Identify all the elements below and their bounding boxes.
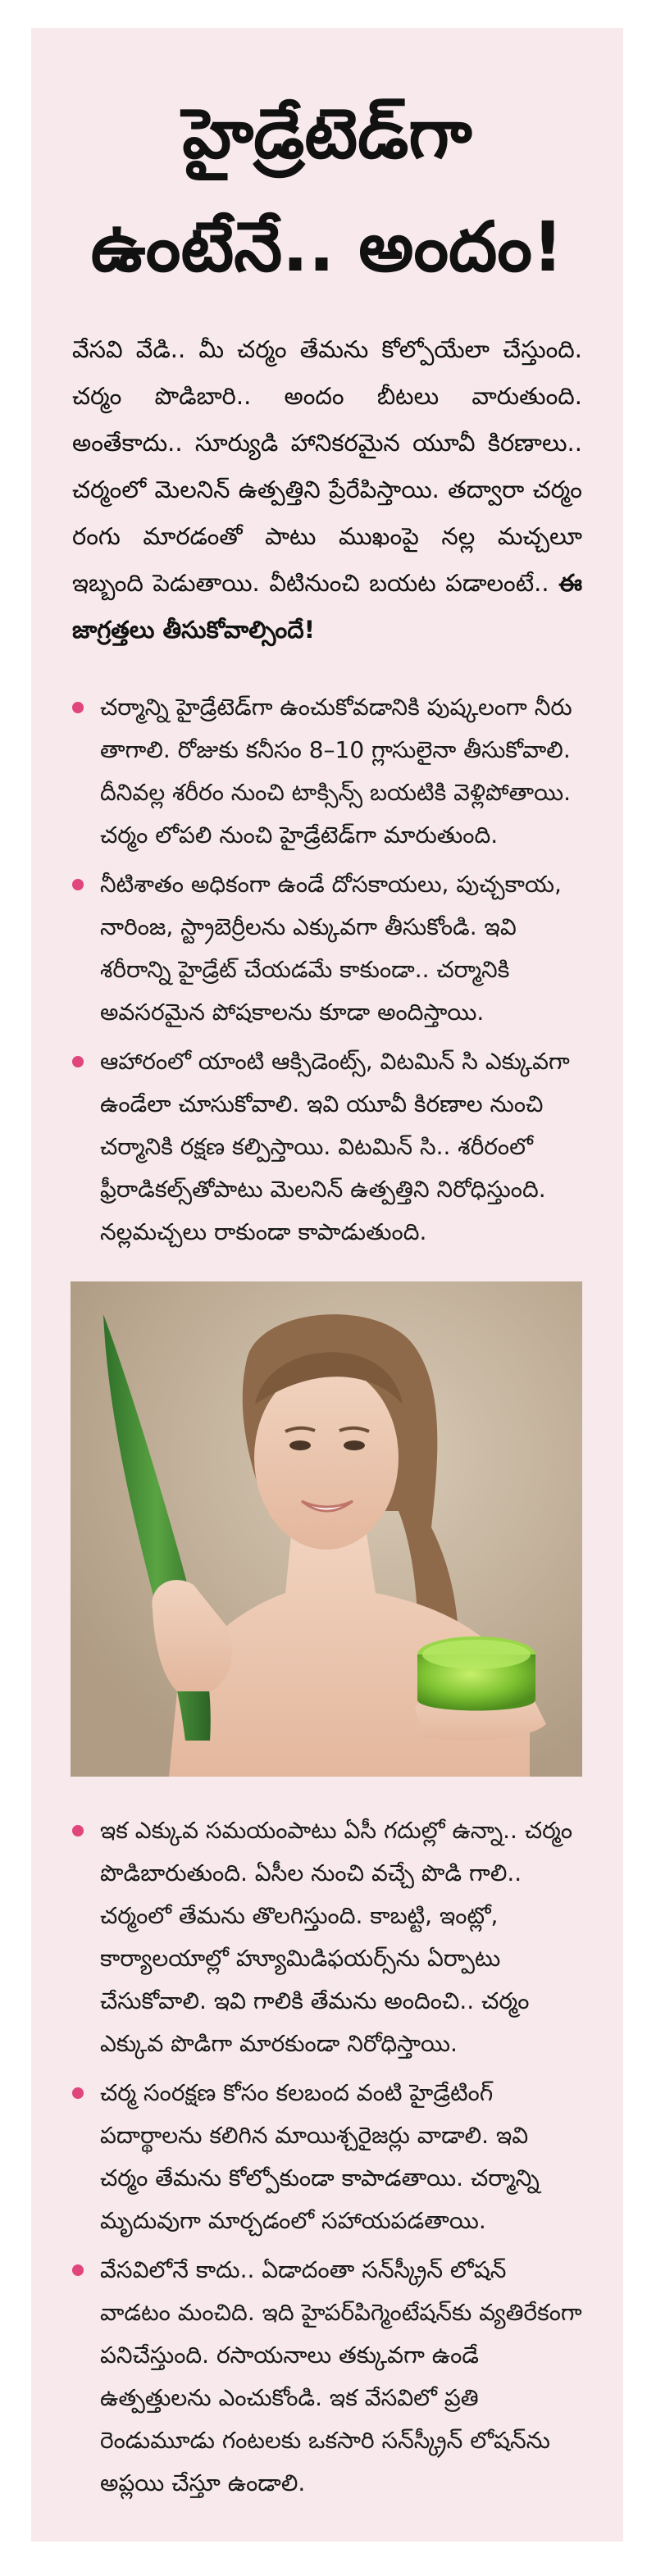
face-shape xyxy=(254,1366,399,1550)
bullet-dot-icon xyxy=(72,1056,84,1067)
bullet-dot-icon xyxy=(72,879,84,890)
tips-list-top xyxy=(72,686,582,1254)
tip-text: నీటిశాతం అధికంగా ఉండే దోసకాయలు, పుచ్చకాయ, నారింజ, స్ట్రాబెర్రీలను ఎక్కువగా తీసుకోండి. ఇవి శరీరాన్ని హైడ్రేట్ చేయడమే కాకుండా.. చర్మానికి అవసరమైన పోషకాలను కూడా అందిస్తాయి. xyxy=(100,871,562,1026)
tip-text: వేసవిలోనే కాదు.. ఏడాదంతా సన్‌స్క్రీన్ లోషన్ వాడటం మంచిది. ఇది హైపర్‌పిగ్మెంటేషన్‌కు వ్యతిరేకంగా పనిచేస్తుంది. రసాయనాలు తక్కువగా ఉండే ఉత్పత్తులను ఎంచుకోండి. ఇక వేసవిలో ప్రతి రెండుమూడు గంటలకు ఒకసారి సన్‌స్క్రీన్ లోషన్‌ను అప్లయి చేస్తూ ఉండాలి. xyxy=(100,2256,582,2496)
headline-line-2: ఉంటేనే.. అందం! xyxy=(90,207,564,287)
tip-item xyxy=(72,2072,582,2242)
tip-text: ఇక ఎక్కువ సమయంపాటు ఏసీ గదుల్లో ఉన్నా.. చర్మం పొడిబారుతుంది. ఏసీల నుంచి వచ్చే పొడి గాలి.. చర్మంలో తేమను తొలగిస్తుంది. కాబట్టి, ఇంట్లో, కార్యాలయాల్లో హ్యూమిడిఫయర్స్‌ను ఏర్పాటు చేసుకోవాలి. ఇవి గాలికి తేమను అందించి.. చర్మం ఎక్కువ పొడిగా మారకుండా నిరోధిస్తాయి. xyxy=(100,1817,573,2057)
right-eye-shape xyxy=(344,1440,365,1450)
bullet-dot-icon xyxy=(72,2087,84,2099)
intro-emphasis: ఈ జాగ్రత్తలు తీసుకోవాల్సిందే! xyxy=(72,569,583,644)
tips-list-bottom xyxy=(72,1809,582,2505)
woman-with-aloe-illustration xyxy=(71,1281,582,1777)
tip-item xyxy=(72,1040,582,1254)
bullet-dot-icon xyxy=(72,702,84,713)
aloe-vera-photo xyxy=(71,1281,582,1777)
tip-text: చర్మ సంరక్షణ కోసం కలబంద వంటి హైడ్రేటింగ్ పదార్థాలను కలిగిన మాయిశ్చరైజర్లు వాడాలి. ఇవి చర్మం తేమను కోల్పోకుండా కాపాడతాయి. చర్మాన్ని మృదువుగా మార్చడంలో సహాయపడతాయి. xyxy=(100,2079,540,2234)
gel-surface-shape xyxy=(422,1640,531,1669)
intro-text: వేసవి వేడి.. మీ చర్మం తేమను కోల్పోయేలా చేస్తుంది. చర్మం పొడిబారి.. అందం బీటలు వారుతుంది. అంతేకాదు.. సూర్యుడి హానికరమైన యూవీ కిరణాలు.. చర్మంలో మెలనిన్ ఉత్పత్తిని ప్రేరేపిస్తాయి. తద్వారా చర్మం రంగు మారడంతో పాటు ముఖంపై నల్ల మచ్చలూ ఇబ్బంది పెడుతాయి. వీటినుంచి బయట పడాలంటే.. xyxy=(72,335,582,597)
tip-item xyxy=(72,1809,582,2065)
bullet-dot-icon xyxy=(72,1825,84,1836)
tip-item xyxy=(72,863,582,1034)
tip-text: చర్మాన్ని హైడ్రేటెడ్‌గా ఉంచుకోవడానికి పుష్కలంగా నీరు తాగాలి. రోజుకు కనీసం 8–10 గ్లాసులైనా తీసుకోవాలి. దీనివల్ల శరీరం నుంచి టాక్సిన్స్ బయటికి వెళ్లిపోతాయి. చర్మం లోపలి నుంచి హైడ్రేటెడ్‌గా మారుతుంది. xyxy=(100,694,572,849)
bullet-dot-icon xyxy=(72,2264,84,2276)
tip-text: ఆహారంలో యాంటి ఆక్సిడెంట్స్, విటమిన్ సి ఎక్కువగా ఉండేలా చూసుకోవాలి. ఇవి యూవీ కిరణాల నుంచి చర్మానికి రక్షణ కల్పిస్తాయి. విటమిన్ సి.. శరీరంలో ఫ్రీరాడికల్స్‌తోపాటు మెలనిన్ ఉత్పత్తిని నిరోధిస్తుంది. నల్లమచ్చలు రాకుండా కాపాడుతుంది. xyxy=(100,1048,570,1245)
headline xyxy=(72,28,582,303)
tip-item xyxy=(72,2249,582,2505)
left-eye-shape xyxy=(289,1440,311,1450)
headline-line-1: హైడ్రేటెడ్‌గా xyxy=(182,93,472,174)
intro-paragraph xyxy=(72,326,582,653)
article-panel xyxy=(31,28,623,2542)
tip-item xyxy=(72,686,582,857)
